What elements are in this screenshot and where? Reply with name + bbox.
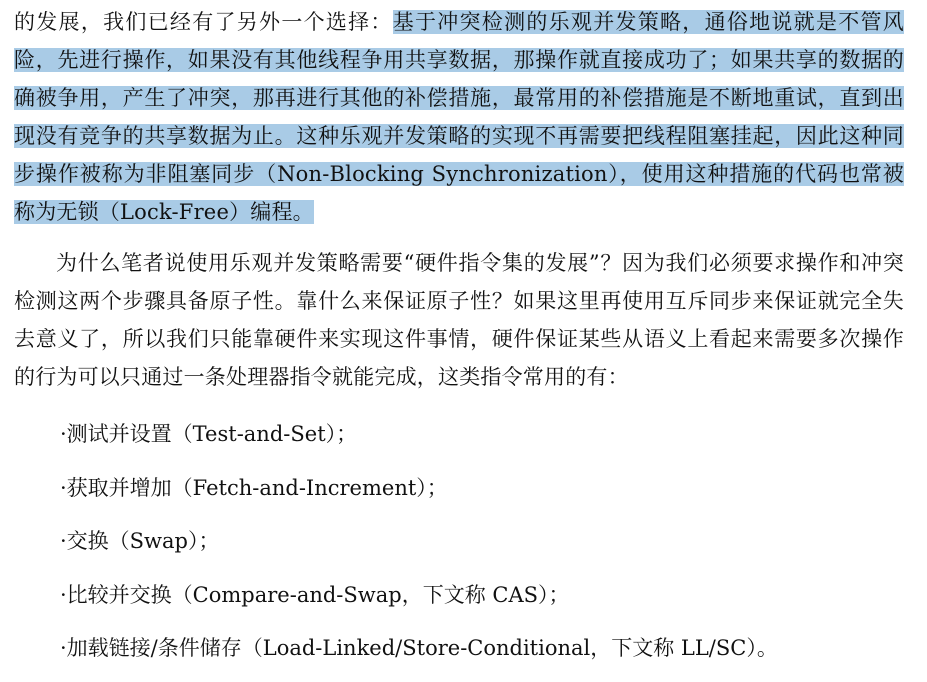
list-item-compare-and-swap: ·比较并交换（Compare-and-Swap，下文称 CAS）； [60, 583, 570, 607]
list-item-fetch-and-increment: ·获取并增加（Fetch-and-Increment）； [60, 476, 448, 500]
list-item-test-and-set: ·测试并设置（Test-and-Set）； [60, 422, 358, 446]
highlighted-text-selection[interactable]: 基于冲突检测的乐观并发策略，通俗地说就是不管风险，先进行操作，如果没有其他线程争用共享数据，那操作就直接成功了；如果共享的数据的确被争用，产生了冲突，那再进行其他的补偿措施，最常用的补偿措施是不断地重试，直到出现没有竞争的共享数据为止。这种乐观并发策略的实现不再需要把线程阻塞挂起，因此这种同步操作被称为非阻塞同步（Non-Blocking Synchronization），使用这种措施的代码也常被称为无锁（Lock-Free）编程。 [14, 10, 904, 224]
paragraph-lead-text: 的发展，我们已经有了另外一个选择： [14, 10, 393, 34]
paragraph-hardware-instructions: 为什么笔者说使用乐观并发策略需要“硬件指令集的发展”？因为我们必须要求操作和冲突检测这两个步骤具备原子性。靠什么来保证原子性？如果这里再使用互斥同步来保证就完全失去意义了，所以我们只能靠硬件来实现这件事情，硬件保证某些从语义上看起来需要多次操作的行为可以只通过一条处理器指令就能完成，这类指令常用的有： [14, 251, 904, 389]
list-item-swap: ·交换（Swap）； [60, 529, 220, 553]
paragraph-optimistic-concurrency [14, 3, 904, 231]
list-item-ll-sc: ·加载链接/条件储存（Load-Linked/Store-Conditional，下文称 LL/SC）。 [60, 636, 778, 660]
